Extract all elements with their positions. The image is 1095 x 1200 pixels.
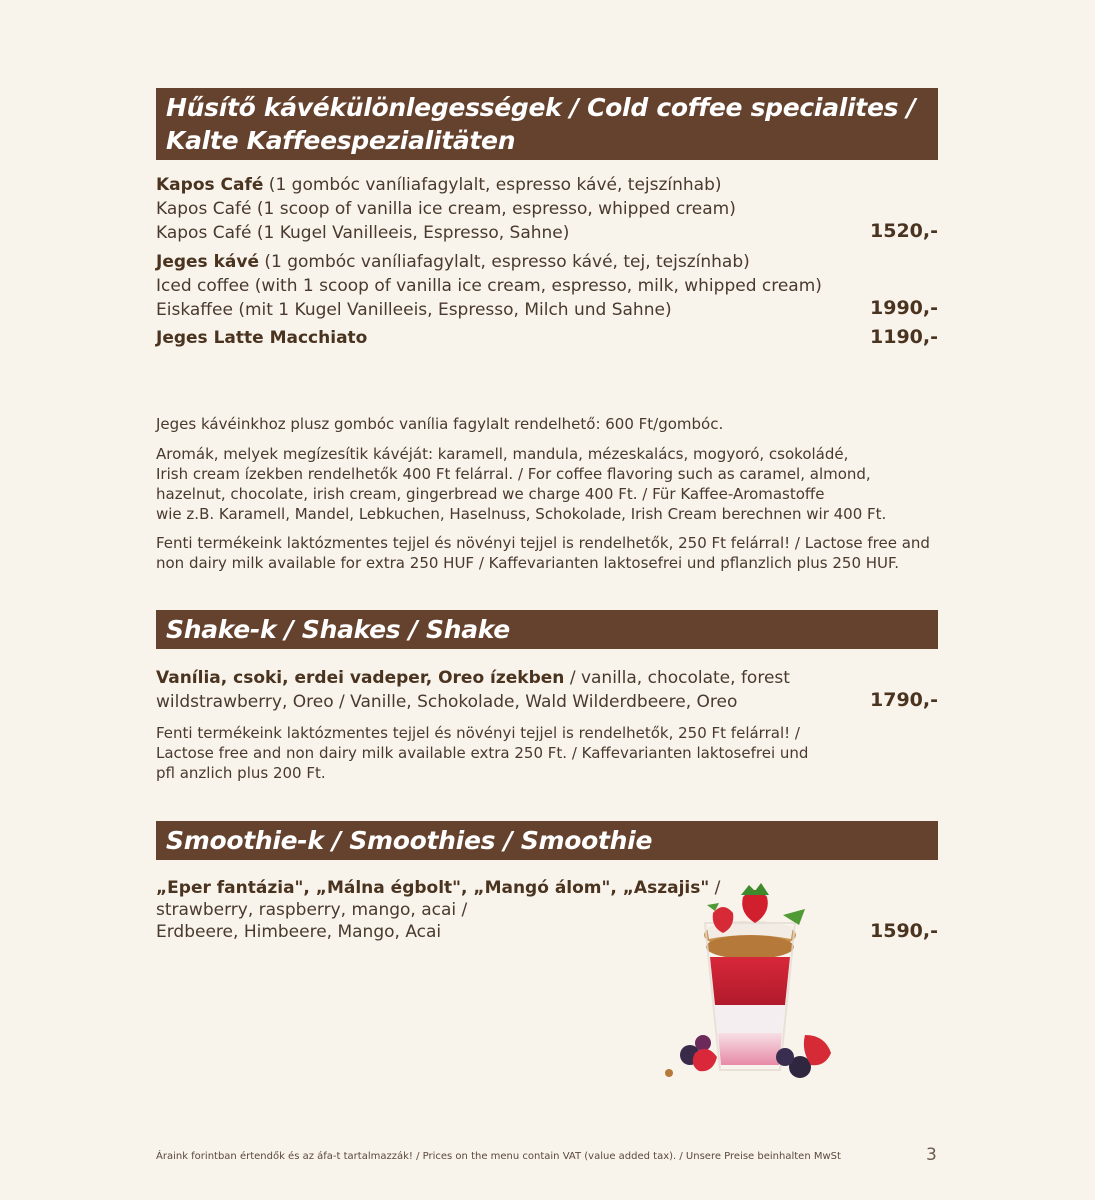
menu-item-kapos-cafe — [156, 173, 938, 245]
item-name: „Eper fantázia", „Málna égbolt", „Mangó álom", „Aszajis" — [156, 878, 710, 898]
item-name: Jeges kávé — [156, 252, 259, 272]
menu-item-shake — [156, 666, 938, 714]
note-aromas — [156, 444, 916, 524]
note-line: Irish cream ízekben rendelhetők 400 Ft felárral. / For coffee flavoring such as caramel, almond, — [156, 465, 871, 483]
cold-coffee-title-line2: Kalte Kaffeespezialitäten — [166, 126, 516, 155]
cold-coffee-title-line1: Hűsítő kávékülönlegességek / Cold coffee specialites / — [166, 93, 916, 122]
note-line: wie z.B. Karamell, Mandel, Lebkuchen, Haselnuss, Schokolade, Irish Cream berechnen wir 400 Ft. — [156, 505, 887, 523]
note-shake-lactose — [156, 723, 916, 783]
menu-item-jeges-kave — [156, 250, 938, 322]
note-line: Fenti termékeink laktózmentes tejjel és növényi tejjel is rendelhetők, 250 Ft felárral! / — [156, 724, 800, 742]
item-desc: strawberry, raspberry, mango, acai / — [156, 900, 468, 920]
note-line: Aromák, melyek megízesítik kávéját: karamell, mandula, mézeskalács, mogyoró, csokoládé, — [156, 445, 849, 463]
item-desc-hu: (1 gombóc vaníliafagylalt, espresso kávé, tej, tejszínhab) — [258, 252, 750, 272]
item-desc: Erdbeere, Himbeere, Mango, Acai — [156, 922, 442, 942]
shakes-banner — [156, 610, 938, 649]
item-desc-hu: (1 gombóc vaníliafagylalt, espresso kávé, tejszínhab) — [263, 175, 722, 195]
shakes-title: Shake-k / Shakes / Shake — [166, 615, 510, 644]
item-desc-en: Kapos Café (1 scoop of vanilla ice cream, espresso, whipped cream) — [156, 199, 736, 219]
note-extra-scoop: Jeges kávéinkhoz plusz gombóc vanília fagylalt rendelhető: 600 Ft/gombóc. — [156, 415, 724, 433]
price-shake: 1790,- — [870, 689, 938, 711]
note-line: pfl anzlich plus 200 Ft. — [156, 764, 326, 782]
menu-item-jeges-latte — [156, 326, 938, 350]
item-desc-en: Iced coffee (with 1 scoop of vanilla ice cream, espresso, milk, whipped cream) — [156, 276, 822, 296]
smoothies-banner — [156, 821, 938, 860]
item-desc: / vanilla, chocolate, forest — [564, 668, 790, 688]
item-name: Vanília, csoki, erdei vadeper, Oreo ízekben — [156, 668, 565, 688]
note-line: Lactose free and non dairy milk available extra 250 Ft. / Kaffevarianten laktosefrei und — [156, 744, 809, 762]
item-desc-de: Eiskaffee (mit 1 Kugel Vanilleeis, Espresso, Milch und Sahne) — [156, 300, 672, 320]
note-line: hazelnut, chocolate, irish cream, gingerbread we charge 400 Ft. / Für Kaffee-Aromastoffe — [156, 485, 825, 503]
cold-coffee-banner — [156, 88, 938, 160]
smoothies-title: Smoothie-k / Smoothies / Smoothie — [166, 826, 653, 855]
price-kapos-cafe: 1520,- — [870, 220, 938, 242]
price-jeges-kave: 1990,- — [870, 297, 938, 319]
note-line: non dairy milk available for extra 250 HUF / Kaffevarianten laktosefrei und pflanzlich plus 250 HUF. — [156, 554, 900, 572]
price-smoothie: 1590,- — [870, 920, 938, 942]
page-number: 3 — [926, 1145, 937, 1165]
note-line: Fenti termékeink laktózmentes tejjel és növényi tejjel is rendelhetők, 250 Ft felárral! / Lactose free and — [156, 534, 930, 552]
footer-vat-note: Áraink forintban értendők és az áfa-t tartalmazzák! / Prices on the menu contain VAT (value added tax). / Unsere Preise beinhalten MwSt — [156, 1151, 841, 1162]
smoothie-glass-image — [655, 875, 845, 1085]
item-name-suffix: / — [709, 878, 721, 898]
item-name: Jeges Latte Macchiato — [156, 328, 368, 348]
item-desc: wildstrawberry, Oreo / Vanille, Schokolade, Wald Wilderdbeere, Oreo — [156, 692, 738, 712]
item-desc-de: Kapos Café (1 Kugel Vanilleeis, Espresso, Sahne) — [156, 223, 570, 243]
item-name: Kapos Café — [156, 175, 264, 195]
note-lactose-free — [156, 533, 930, 573]
price-jeges-latte: 1190,- — [870, 326, 938, 348]
